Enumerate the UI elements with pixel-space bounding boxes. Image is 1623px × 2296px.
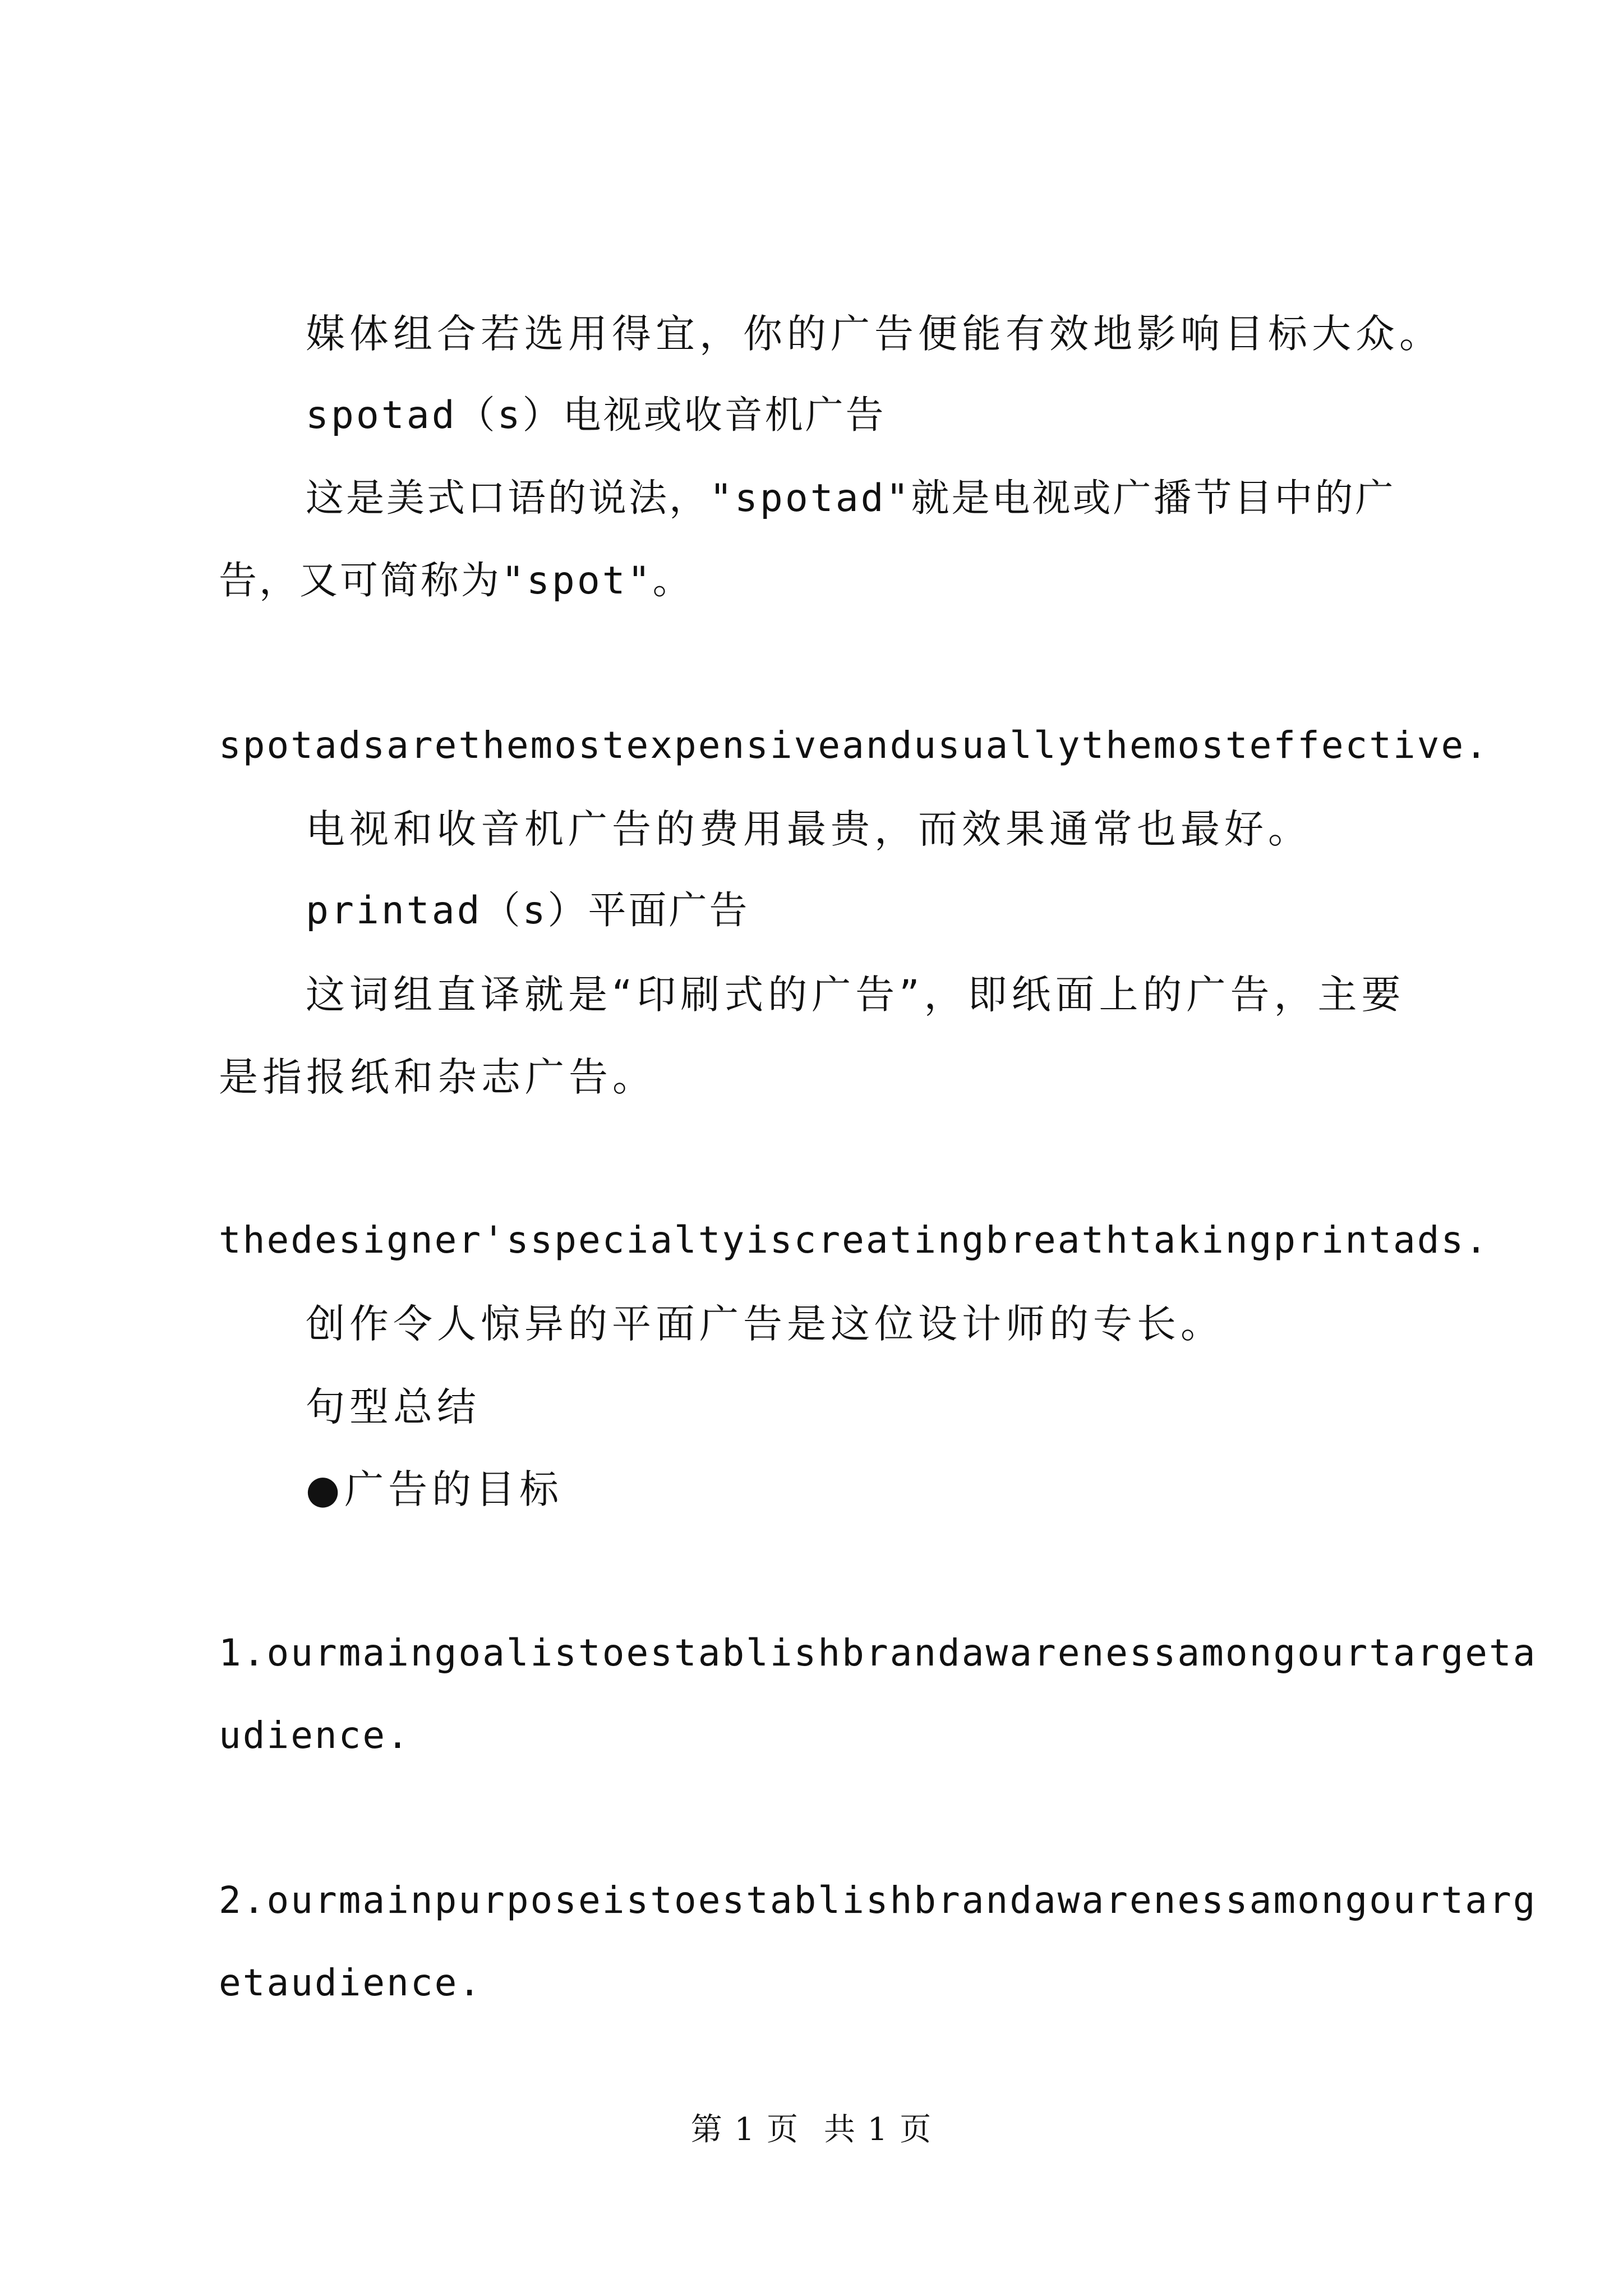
- page-number: 第 1 页: [690, 2111, 799, 2148]
- bullet-heading: ●广告的目标: [306, 1466, 564, 1512]
- numbered-sentence: 1.ourmaingoalistoestablishbrandawarenessamongourtargeta: [219, 1631, 1537, 1674]
- numbered-sentence: 2.ourmainpurposeistoestablishbrandawarenessamongourtarg: [219, 1879, 1537, 1922]
- example-sentence: spotadsarethemostexpensiveandusuallythemosteffective.: [219, 724, 1489, 767]
- example-translation: 创作令人惊异的平面广告是这位设计师的专长。: [306, 1301, 1224, 1347]
- paragraph-line: 是指报纸和杂志广告。: [219, 1054, 656, 1100]
- page-footer: [0, 2105, 1623, 2150]
- numbered-sentence-continuation: etaudience.: [219, 1961, 483, 2004]
- term-heading: printad（s）平面广告: [306, 889, 750, 933]
- paragraph-line: 这词组直译就是“印刷式的广告”，即纸面上的广告，主要: [306, 972, 1405, 1018]
- paragraph-line: 媒体组合若选用得宜，你的广告便能有效地影响目标大众。: [306, 311, 1443, 357]
- paragraph-line: 这是美式口语的说法，"spotad"就是电视或广播节目中的广: [306, 476, 1396, 521]
- example-sentence: thedesigner'sspecialtyiscreatingbreathtakingprintads.: [219, 1218, 1489, 1262]
- example-translation: 电视和收音机广告的费用最贵，而效果通常也最好。: [306, 806, 1312, 852]
- term-heading: spotad（s）电视或收音机广告: [306, 393, 886, 438]
- section-heading: 句型总结: [306, 1384, 481, 1430]
- page-total: 共 1 页: [824, 2111, 933, 2148]
- numbered-sentence-continuation: udience.: [219, 1714, 411, 1757]
- paragraph-line: 告，又可简称为"spot"。: [219, 559, 693, 603]
